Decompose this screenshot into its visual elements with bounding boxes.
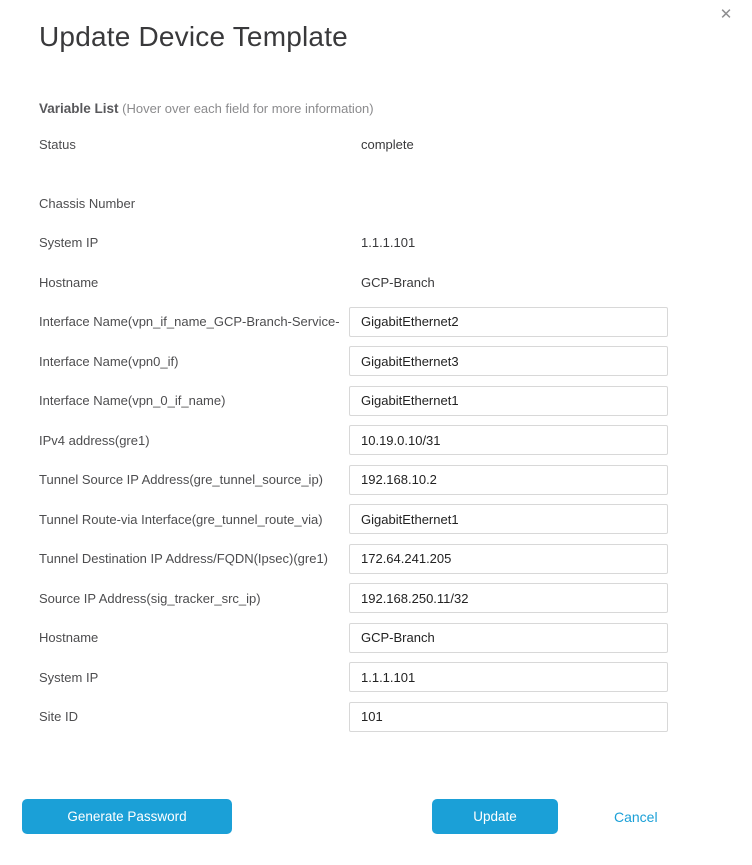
field-label: Tunnel Destination IP Address/FQDN(Ipsec)(gre1) <box>39 551 329 567</box>
form-row <box>39 381 752 421</box>
field-label: System IP <box>39 235 99 251</box>
field-label: Hostname <box>39 274 99 290</box>
form-row <box>39 342 752 382</box>
field-input[interactable] <box>349 662 668 692</box>
dialog-footer <box>0 799 752 834</box>
variable-list-hint: (Hover over each field for more information) <box>122 101 374 116</box>
cancel-link[interactable]: Cancel <box>614 808 658 825</box>
field-input[interactable] <box>349 307 668 337</box>
form-row <box>39 263 752 303</box>
field-label: Interface Name(vpn_if_name_GCP-Branch-Service- <box>39 314 340 330</box>
form-row <box>39 500 752 540</box>
field-label: Interface Name(vpn0_if) <box>39 353 179 369</box>
page-title: Update Device Template <box>39 21 348 52</box>
field-input[interactable] <box>349 583 668 613</box>
field-label: Interface Name(vpn_0_if_name) <box>39 393 226 409</box>
field-input[interactable] <box>349 386 668 416</box>
field-label: Source IP Address(sig_tracker_src_ip) <box>39 590 261 606</box>
generate-password-button[interactable]: Generate Password <box>22 799 232 834</box>
form-row <box>39 421 752 461</box>
form-row <box>39 460 752 500</box>
field-input[interactable] <box>349 504 668 534</box>
field-input[interactable] <box>349 465 668 495</box>
field-label: Site ID <box>39 709 79 725</box>
field-label: Status <box>39 137 76 153</box>
close-icon[interactable]: ✕ <box>719 6 733 23</box>
update-button[interactable]: Update <box>432 799 558 834</box>
field-input[interactable] <box>349 623 668 653</box>
field-input[interactable] <box>349 346 668 376</box>
form-row <box>39 125 752 165</box>
form-row <box>39 539 752 579</box>
field-label: Tunnel Source IP Address(gre_tunnel_source_ip) <box>39 472 324 488</box>
field-value: complete <box>361 137 414 153</box>
field-input[interactable] <box>349 702 668 732</box>
variable-list-header <box>39 101 752 116</box>
form-row <box>39 223 752 263</box>
field-input[interactable] <box>349 425 668 455</box>
field-label: IPv4 address(gre1) <box>39 432 150 448</box>
form-row <box>39 302 752 342</box>
field-label: Hostname <box>39 630 99 646</box>
form-row <box>39 697 752 737</box>
form-row <box>39 579 752 619</box>
field-value: 1.1.1.101 <box>361 235 416 251</box>
form-rows <box>39 125 752 737</box>
form-row <box>39 618 752 658</box>
variable-list-title: Variable List <box>39 101 119 116</box>
field-value: GCP-Branch <box>361 274 435 290</box>
field-label: Tunnel Route-via Interface(gre_tunnel_route_via) <box>39 511 323 527</box>
field-label: System IP <box>39 669 99 685</box>
field-input[interactable] <box>349 544 668 574</box>
field-label: Chassis Number <box>39 195 136 211</box>
form-row <box>39 658 752 698</box>
form-row <box>39 184 752 224</box>
